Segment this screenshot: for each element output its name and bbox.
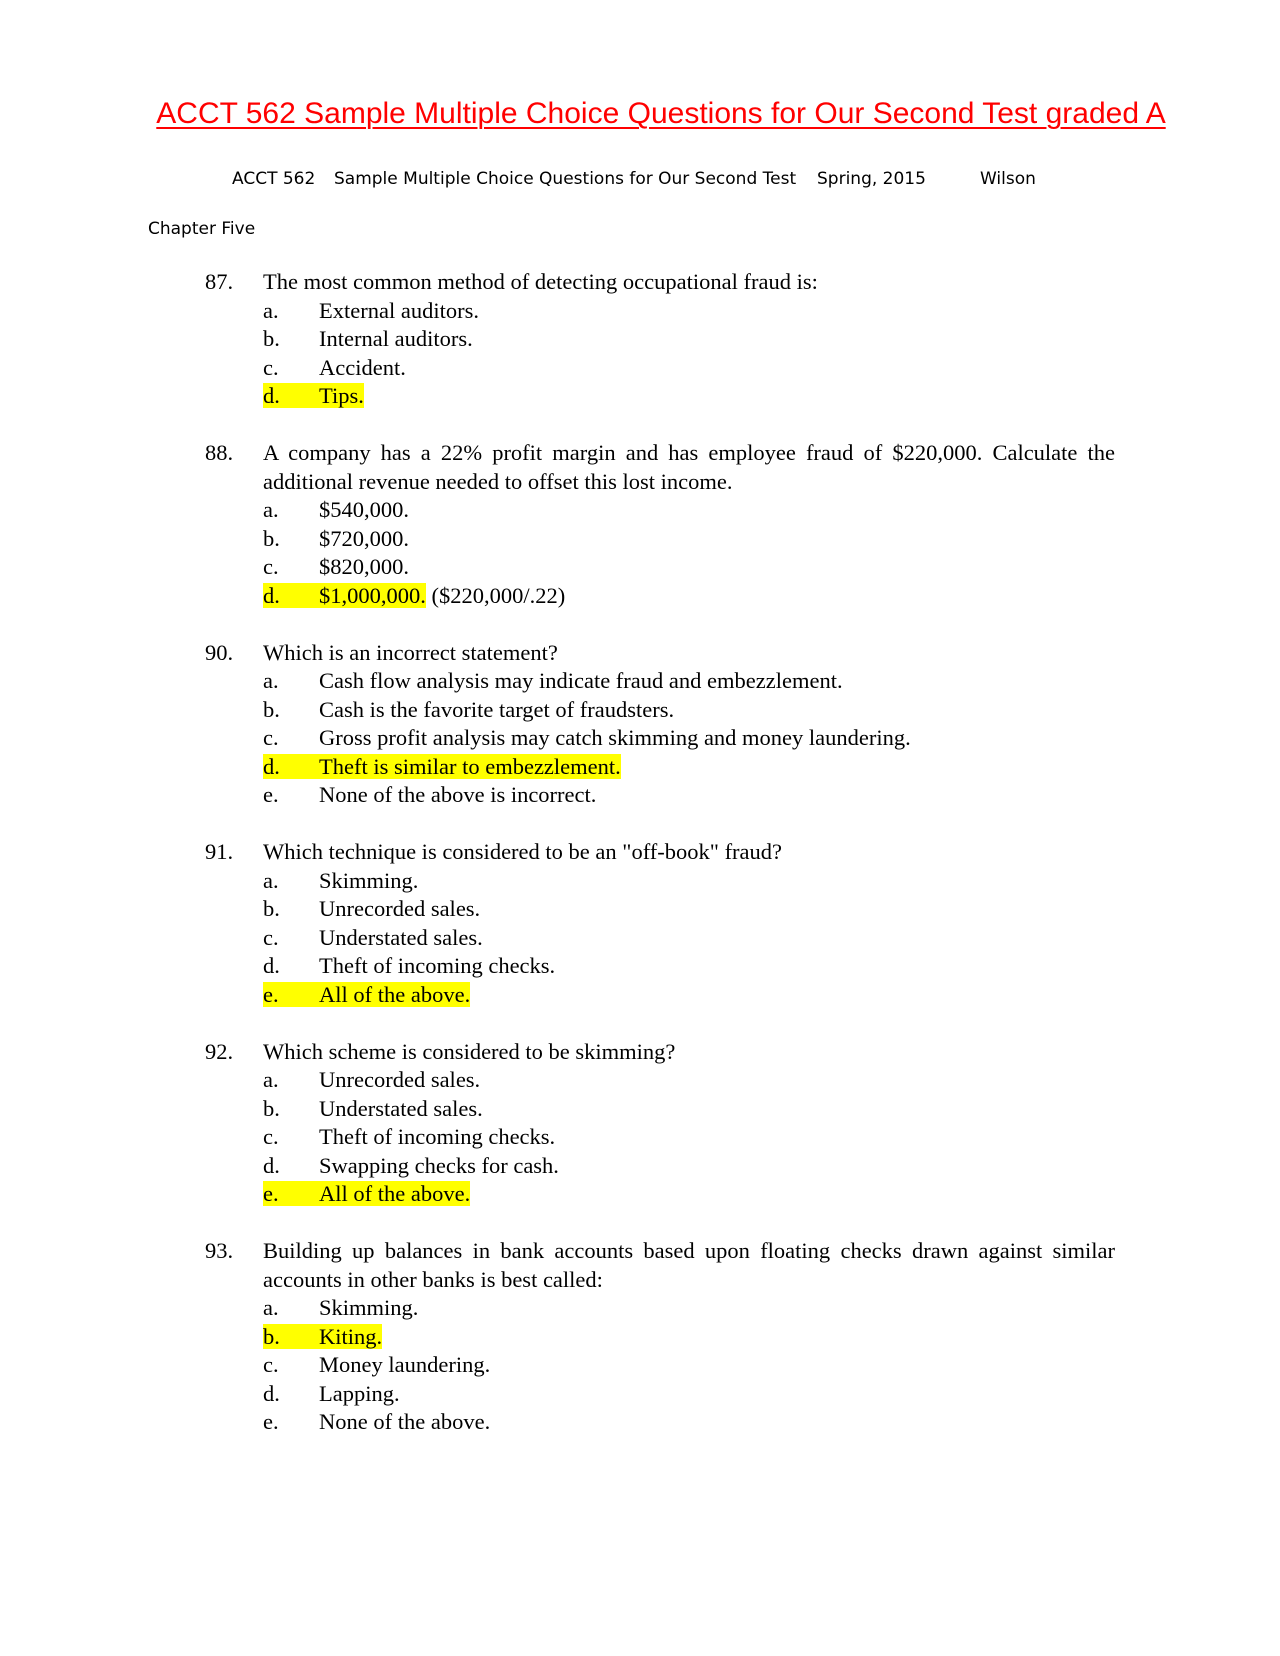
option-text: Swapping checks for cash. (319, 1152, 559, 1178)
answer-option (263, 781, 1115, 810)
option-text: All of the above. (319, 981, 471, 1007)
answer-highlight (263, 383, 364, 408)
answer-option (263, 1152, 1115, 1181)
question-text: Building up balances in bank accounts based upon floating checks drawn against similar accounts in other banks is best called: (263, 1238, 1115, 1292)
answer-option (263, 1408, 1115, 1437)
answer-highlight (263, 982, 470, 1007)
option-letter: e. (263, 981, 279, 1007)
answer-content (263, 896, 480, 921)
answer-option (263, 1123, 1115, 1152)
header-term: Spring, 2015 (817, 169, 926, 189)
answer-content (263, 526, 409, 551)
answer-option (263, 696, 1115, 725)
answer-content (263, 925, 483, 950)
answer-option (263, 1066, 1115, 1095)
option-text: None of the above is incorrect. (319, 782, 597, 807)
option-text: Understated sales. (319, 1095, 483, 1121)
option-letter: a. (263, 497, 279, 522)
answer-content (263, 725, 911, 750)
option-note: ($220,000/.22) (425, 582, 566, 608)
answer-option (263, 1294, 1115, 1323)
option-text: Skimming. (319, 1295, 419, 1320)
question-number: 91. (205, 839, 234, 864)
question-stem (205, 439, 1115, 496)
answer-option (263, 952, 1115, 981)
question-number: 93. (205, 1238, 234, 1263)
header-instructor: Wilson (980, 169, 1036, 189)
question-list (205, 268, 1115, 1465)
question-text: Which technique is considered to be an "off-book" fraud? (263, 839, 783, 864)
option-text: $540,000. (319, 497, 409, 522)
answer-option (263, 553, 1115, 582)
option-text: Unrecorded sales. (319, 896, 481, 921)
option-text: Kiting. (319, 1323, 383, 1349)
option-letter: e. (263, 782, 279, 807)
answer-content (263, 298, 479, 323)
option-letter: b. (263, 896, 280, 921)
question-text: Which scheme is considered to be skimming? (263, 1038, 676, 1064)
answer-option-correct (263, 1180, 1115, 1209)
question-item (205, 1237, 1115, 1437)
question-item (205, 1038, 1115, 1209)
option-text: Cash flow analysis may indicate fraud and embezzlement. (319, 668, 843, 693)
document-title: ACCT 562 Sample Multiple Choice Questions for Our Second Test graded A (156, 97, 1166, 130)
answer-option-correct (263, 1323, 1115, 1352)
option-letter: d. (263, 1152, 280, 1178)
question-stem (205, 639, 1115, 668)
question-text: A company has a 22% profit margin and has employee fraud of $220,000. Calculate the additional revenue needed to offset this lost income. (263, 440, 1115, 494)
option-text: Accident. (319, 354, 406, 380)
answer-highlight (263, 583, 426, 608)
question-text: The most common method of detecting occupational fraud is: (263, 269, 818, 294)
answer-option (263, 297, 1115, 326)
answer-option (263, 867, 1115, 896)
answer-option (263, 525, 1115, 554)
chapter-heading: Chapter Five (148, 219, 256, 239)
answer-option (263, 895, 1115, 924)
option-letter: a. (263, 867, 279, 893)
answer-option-correct (263, 382, 1115, 411)
answer-option (263, 1095, 1115, 1124)
option-text: Money laundering. (319, 1352, 491, 1377)
option-letter: c. (263, 1352, 279, 1377)
answer-content (263, 697, 674, 722)
answer-highlight (263, 754, 621, 779)
option-text: Internal auditors. (319, 326, 473, 351)
answer-content (263, 782, 596, 807)
option-letter: b. (263, 696, 280, 722)
answer-content (263, 1153, 559, 1178)
option-letter: c. (263, 1124, 279, 1149)
header-course: ACCT 562 (232, 169, 316, 189)
option-text: All of the above. (319, 1181, 471, 1206)
answer-content (263, 868, 418, 893)
answer-option (263, 496, 1115, 525)
answer-content (263, 355, 406, 380)
header-test-title: Sample Multiple Choice Questions for Our Second Test (334, 169, 797, 189)
option-text: Gross profit analysis may catch skimming and money laundering. (319, 725, 911, 750)
answer-option (263, 1380, 1115, 1409)
question-number: 88. (205, 440, 234, 465)
document-header (232, 168, 1036, 190)
answer-highlight (263, 1324, 382, 1349)
answer-content (263, 1352, 490, 1377)
answer-content (263, 326, 473, 351)
answer-option (263, 354, 1115, 383)
option-letter: c. (263, 354, 279, 380)
option-text: $1,000,000. (319, 582, 426, 608)
option-text: Tips. (319, 383, 364, 408)
answer-content (263, 554, 409, 579)
option-text: Unrecorded sales. (319, 1067, 481, 1092)
option-letter: e. (263, 1409, 279, 1434)
answer-option (263, 924, 1115, 953)
answer-option (263, 667, 1115, 696)
option-text: External auditors. (319, 297, 479, 323)
answer-content (263, 1409, 490, 1434)
answer-content (263, 1067, 480, 1092)
option-letter: a. (263, 1067, 279, 1092)
answer-option-correct (263, 981, 1115, 1010)
question-number: 87. (205, 269, 234, 294)
answer-option-correct (263, 753, 1115, 782)
option-text: $720,000. (319, 525, 409, 551)
option-letter: d. (263, 1380, 280, 1406)
question-item (205, 439, 1115, 610)
option-letter: e. (263, 1181, 279, 1206)
option-letter: a. (263, 1295, 279, 1320)
option-text: Theft is similar to embezzlement. (319, 753, 621, 779)
answer-content (263, 1381, 400, 1406)
option-letter: c. (263, 554, 279, 579)
question-number: 92. (205, 1038, 234, 1064)
answer-content (263, 1096, 483, 1121)
option-letter: d. (263, 953, 280, 978)
question-stem (205, 1237, 1115, 1294)
option-letter: b. (263, 525, 280, 551)
answer-option (263, 325, 1115, 354)
answer-content (263, 1124, 555, 1149)
answer-content (263, 668, 843, 693)
question-stem (205, 838, 1115, 867)
option-letter: c. (263, 924, 279, 950)
option-text: Cash is the favorite target of fraudsters. (319, 696, 675, 722)
option-letter: a. (263, 297, 279, 323)
option-letter: c. (263, 725, 279, 750)
option-letter: d. (263, 753, 280, 779)
answer-option-correct (263, 582, 1115, 611)
option-text: Theft of incoming checks. (319, 1124, 556, 1149)
option-text: $820,000. (319, 554, 409, 579)
option-letter: d. (263, 383, 280, 408)
question-text: Which is an incorrect statement? (263, 639, 558, 665)
question-stem (205, 268, 1115, 297)
option-text: Lapping. (319, 1380, 400, 1406)
option-letter: b. (263, 1323, 280, 1349)
option-text: Skimming. (319, 867, 419, 893)
question-item (205, 268, 1115, 411)
question-stem (205, 1038, 1115, 1067)
option-letter: a. (263, 668, 279, 693)
question-number: 90. (205, 639, 234, 665)
option-text: None of the above. (319, 1409, 491, 1434)
option-letter: b. (263, 326, 280, 351)
answer-content (263, 497, 409, 522)
option-text: Theft of incoming checks. (319, 953, 556, 978)
option-text: Understated sales. (319, 924, 483, 950)
answer-content (263, 1295, 418, 1320)
answer-content (263, 953, 555, 978)
answer-option (263, 724, 1115, 753)
answer-highlight (263, 1181, 470, 1206)
option-letter: d. (263, 582, 280, 608)
question-item (205, 639, 1115, 810)
option-letter: b. (263, 1095, 280, 1121)
question-item (205, 838, 1115, 1009)
answer-option (263, 1351, 1115, 1380)
